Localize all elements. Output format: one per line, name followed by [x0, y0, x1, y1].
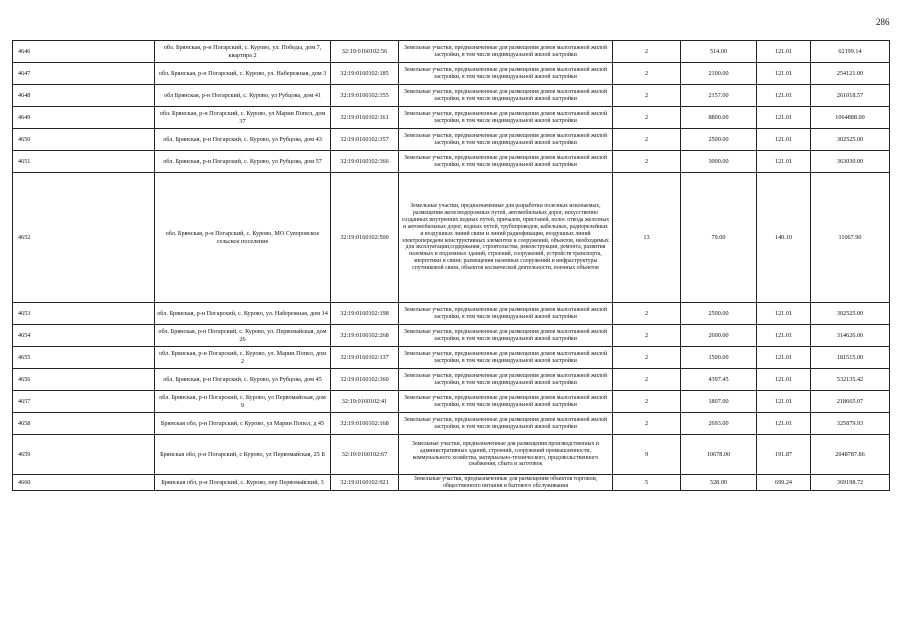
land-area: 3000.00 — [681, 151, 757, 173]
cadastral-number: 32:19:0160102:137 — [331, 347, 399, 369]
cadastral-value: 254121.00 — [811, 63, 890, 85]
table-row — [13, 391, 890, 413]
address-cell: Брянская обл, р-н Погарский, с. Курово, пер Первомайский, 3 — [155, 475, 331, 491]
cadastral-value: 181515.00 — [811, 347, 890, 369]
cadastral-value: 1064888.00 — [811, 107, 890, 129]
land-purpose: Земельные участки, предназначенные для размещения домов малоэтажной жилой застройки, в том числе индивидуальной жилой застройки — [399, 369, 613, 391]
cadastral-number: 32:19:0160102:168 — [331, 413, 399, 435]
address-cell: обл. Брянская, р-н Погарский, с. Курово, МО Суворовское сельское поселение — [155, 173, 331, 303]
specific-value: 121.01 — [757, 391, 811, 413]
purpose-group: 2 — [613, 107, 681, 129]
cadastral-value: 325879.93 — [811, 413, 890, 435]
cadastral-value: 363030.00 — [811, 151, 890, 173]
cadastral-value: 218665.07 — [811, 391, 890, 413]
land-area: 2500.00 — [681, 129, 757, 151]
table-row — [13, 325, 890, 347]
cadastral-value: 369198.72 — [811, 475, 890, 491]
land-area: 2157.00 — [681, 85, 757, 107]
cadastral-number: 32:19:0160102:366 — [331, 151, 399, 173]
specific-value: 191.87 — [757, 435, 811, 475]
table-row — [13, 173, 890, 303]
record-number: 4649 — [13, 107, 155, 129]
land-area: 2100.00 — [681, 63, 757, 85]
land-purpose: Земельные участки, предназначенные для размещения домов малоэтажной жилой застройки, в том числе индивидуальной жилой застройки — [399, 413, 613, 435]
table-row — [13, 107, 890, 129]
cadastral-value: 302525.00 — [811, 303, 890, 325]
record-number: 4650 — [13, 129, 155, 151]
address-cell: обл. Брянская, р-н Погарский, с. Курово, ул. Первомайская, дом 26 — [155, 325, 331, 347]
land-area: 528.00 — [681, 475, 757, 491]
address-cell: обл. Брянская, р-н Погарский, с. Курово, ул. Победы, дом 7, квартира 2 — [155, 41, 331, 63]
land-area: 10678.00 — [681, 435, 757, 475]
land-purpose: Земельные участки, предназначенные для размещения объектов торговли, общественного питания и бытового обслуживания — [399, 475, 613, 491]
record-number: 4654 — [13, 325, 155, 347]
land-purpose: Земельные участки, предназначенные для размещения домов малоэтажной жилой застройки, в том числе индивидуальной жилой застройки — [399, 63, 613, 85]
purpose-group: 2 — [613, 413, 681, 435]
cadastral-number: 32:19:0160102:268 — [331, 325, 399, 347]
purpose-group: 2 — [613, 85, 681, 107]
table-row — [13, 413, 890, 435]
land-purpose: Земельные участки, предназначенные для размещения домов малоэтажной жилой застройки, в том числе индивидуальной жилой застройки — [399, 41, 613, 63]
table-row — [13, 435, 890, 475]
table-row — [13, 85, 890, 107]
cadastral-number: 32:19:0160102:198 — [331, 303, 399, 325]
land-area: 8800.00 — [681, 107, 757, 129]
specific-value: 121.01 — [757, 369, 811, 391]
cadastral-number: 32:19:0160102:56 — [331, 41, 399, 63]
cadastral-number: 32:19:0160102:500 — [331, 173, 399, 303]
record-number: 4651 — [13, 151, 155, 173]
address-cell: обл. Брянская, р-н Погарский, с. Курово, ул Рубцова, дом 57 — [155, 151, 331, 173]
record-number: 4646 — [13, 41, 155, 63]
land-purpose: Земельные участки, предназначенные для размещения домов малоэтажной жилой застройки, в том числе индивидуальной жилой застройки — [399, 303, 613, 325]
purpose-group: 9 — [613, 435, 681, 475]
table-row — [13, 475, 890, 491]
land-purpose: Земельные участки, предназначенные для разработки полезных ископаемых, размещения железнодорожных путей, автомобильных дорог, искусственно созданных внутренних водных путей, причалов, пристаней, полос отвода железных и автомобильных дорог, водных путей, трубопроводов, кабельных, радиорелейных и воздушных линий связи и линий радиофикации, воздушных линий электропередачи конструктивных элементов и сооружений, объектов, необходимых для эксплуатации,содержания, строительства, реконструкции, ремонта, развития наземных и подземных зданий, строений, сооружений, устройств транспорта, энергетики и связи; размещения наземных сооружений и инфраструктуры спутниковой связи, объектов космической деятельности, военных объектов — [399, 173, 613, 303]
purpose-group: 13 — [613, 173, 681, 303]
purpose-group: 5 — [613, 475, 681, 491]
table-row — [13, 369, 890, 391]
record-number: 4659 — [13, 435, 155, 475]
record-number: 4647 — [13, 63, 155, 85]
cadastral-number: 32:19:0160102:185 — [331, 63, 399, 85]
table-row — [13, 129, 890, 151]
cadastral-value: 2048787.86 — [811, 435, 890, 475]
cadastral-value: 532135.42 — [811, 369, 890, 391]
land-purpose: Земельные участки, предназначенные для размещения домов малоэтажной жилой застройки, в том числе индивидуальной жилой застройки — [399, 85, 613, 107]
address-cell: Брянская обл, р-н Погарский, с Курово, ул Марии Попел, д 45 — [155, 413, 331, 435]
cadastral-number: 32:19:0160102:161 — [331, 107, 399, 129]
cadastral-number: 32:19:0160102:355 — [331, 85, 399, 107]
record-number: 4653 — [13, 303, 155, 325]
land-area: 79.00 — [681, 173, 757, 303]
purpose-group: 2 — [613, 325, 681, 347]
address-cell: обл. Брянская, р-н Погарский, с. Курово, ул. Набережная, дом 3 — [155, 63, 331, 85]
specific-value: 699.24 — [757, 475, 811, 491]
table-row — [13, 347, 890, 369]
record-number: 4652 — [13, 173, 155, 303]
land-purpose: Земельные участки, предназначенные для размещения домов малоэтажной жилой застройки, в том числе индивидуальной жилой застройки — [399, 129, 613, 151]
purpose-group: 2 — [613, 391, 681, 413]
cadastral-number: 32:19:0160102:921 — [331, 475, 399, 491]
address-cell: обл. Брянская, р-н Погарский, с. Курово, ул. Марии Попел, дом 2 — [155, 347, 331, 369]
cadastral-number: 32:19:0160102:357 — [331, 129, 399, 151]
land-purpose: Земельные участки, предназначенные для размещения домов малоэтажной жилой застройки, в том числе индивидуальной жилой застройки — [399, 107, 613, 129]
cadastral-number: 32:19:0160102:41 — [331, 391, 399, 413]
cadastral-value: 314626.00 — [811, 325, 890, 347]
specific-value: 121.01 — [757, 413, 811, 435]
land-area: 2600.00 — [681, 325, 757, 347]
purpose-group: 2 — [613, 63, 681, 85]
record-number: 4660 — [13, 475, 155, 491]
address-cell: обл. Брянская, р-н Погарский, с. Курово, ул Рубцова, дом 45 — [155, 369, 331, 391]
table-row — [13, 303, 890, 325]
record-number: 4657 — [13, 391, 155, 413]
land-purpose: Земельные участки, предназначенные для размещения производственных и административных зданий, строений, сооружений промышленности, коммунального хозяйства, материально-технического, продовольственного снабжения, сбыта и заготовок — [399, 435, 613, 475]
page-number: 286 — [876, 17, 890, 27]
land-registry-table — [12, 40, 890, 491]
table-row — [13, 41, 890, 63]
purpose-group: 2 — [613, 151, 681, 173]
land-area: 4397.45 — [681, 369, 757, 391]
specific-value: 121.01 — [757, 303, 811, 325]
specific-value: 121.01 — [757, 129, 811, 151]
cadastral-value: 62199.14 — [811, 41, 890, 63]
land-purpose: Земельные участки, предназначенные для размещения домов малоэтажной жилой застройки, в том числе индивидуальной жилой застройки — [399, 391, 613, 413]
record-number: 4648 — [13, 85, 155, 107]
land-area: 514.00 — [681, 41, 757, 63]
land-purpose: Земельные участки, предназначенные для размещения домов малоэтажной жилой застройки, в том числе индивидуальной жилой застройки — [399, 325, 613, 347]
cadastral-number: 32:19:0160102:360 — [331, 369, 399, 391]
specific-value: 121.01 — [757, 151, 811, 173]
address-cell: обл Брянская, р-н Погарский, с. Курово, ул Рубцова, дом 41 — [155, 85, 331, 107]
table-row — [13, 151, 890, 173]
purpose-group: 2 — [613, 347, 681, 369]
specific-value: 140.10 — [757, 173, 811, 303]
specific-value: 121.01 — [757, 107, 811, 129]
address-cell: Брянская обл, р-н Погарский, с Курово, ул Первомайская, 25 Б — [155, 435, 331, 475]
land-area: 2500.00 — [681, 303, 757, 325]
record-number: 4656 — [13, 369, 155, 391]
purpose-group: 2 — [613, 369, 681, 391]
purpose-group: 2 — [613, 41, 681, 63]
specific-value: 121.01 — [757, 347, 811, 369]
table-body — [13, 41, 890, 491]
record-number: 4658 — [13, 413, 155, 435]
cadastral-value: 11067.90 — [811, 173, 890, 303]
table-row — [13, 63, 890, 85]
land-purpose: Земельные участки, предназначенные для размещения домов малоэтажной жилой застройки, в том числе индивидуальной жилой застройки — [399, 347, 613, 369]
record-number: 4655 — [13, 347, 155, 369]
purpose-group: 2 — [613, 303, 681, 325]
address-cell: обл. Брянская, р-н Погарский, с. Курово, ул Первомайская, дом 9 — [155, 391, 331, 413]
purpose-group: 2 — [613, 129, 681, 151]
specific-value: 121.01 — [757, 85, 811, 107]
address-cell: обл. Брянская, р-н Погарский, с. Курово, ул Марии Попел, дом 37 — [155, 107, 331, 129]
cadastral-number: 32:19:0160102:67 — [331, 435, 399, 475]
specific-value: 121.01 — [757, 325, 811, 347]
address-cell: обл. Брянская, р-н Погарский, с. Курово, ул. Набережная, дом 14 — [155, 303, 331, 325]
specific-value: 121.01 — [757, 63, 811, 85]
address-cell: обл. Брянская, р-н Погарский, с. Курово, ул Рубцова, дом 43 — [155, 129, 331, 151]
land-area: 2693.00 — [681, 413, 757, 435]
cadastral-value: 302525.00 — [811, 129, 890, 151]
land-area: 1500.00 — [681, 347, 757, 369]
specific-value: 121.01 — [757, 41, 811, 63]
land-purpose: Земельные участки, предназначенные для размещения домов малоэтажной жилой застройки, в том числе индивидуальной жилой застройки — [399, 151, 613, 173]
land-area: 1807.00 — [681, 391, 757, 413]
cadastral-value: 261018.57 — [811, 85, 890, 107]
